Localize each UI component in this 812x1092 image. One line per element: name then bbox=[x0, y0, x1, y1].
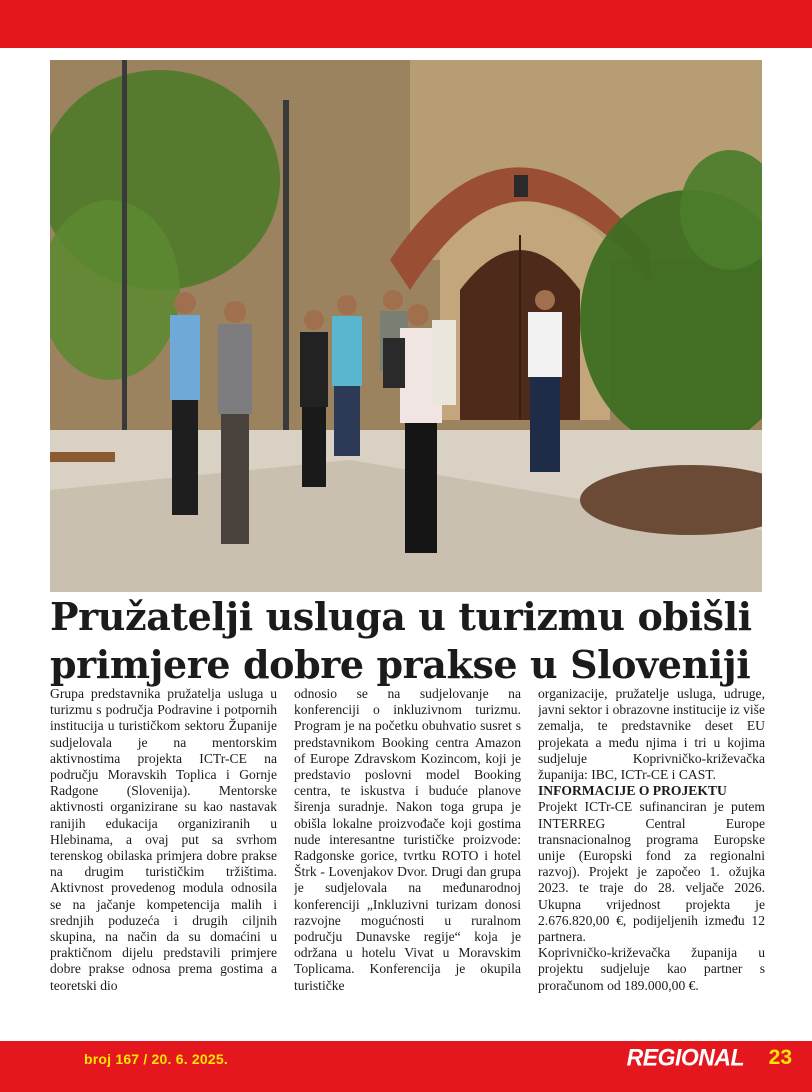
article-paragraph: organizacije, pružatelje usluga, udruge, javni sektor i obrazovne institucije iz više zemalja, te predstavnike deset EU projekata a među njima i tri u kojima sudjeluje Koprivničko-križevačka županija: IBC, ICTr-CE i CAST. bbox=[538, 686, 765, 783]
regional-logo: REGIONAL bbox=[626, 1043, 744, 1071]
page-number: 23 bbox=[768, 1046, 792, 1069]
article-body bbox=[50, 686, 765, 1031]
article-column-1 bbox=[50, 686, 277, 1031]
article-paragraph: Projekt ICTr-CE sufinanciran je putem INTERREG Central Europe transnacionalnog programa Europske unije (Europski fond za regionalni razvoj). Projekt je započeo 1. ožujka 2023. te traje do 28. veljače 2026. Ukupna vrijednost projekta je 2.676.820,00 €, podijeljenih između 12 partnera. bbox=[538, 799, 765, 945]
article-column-2 bbox=[294, 686, 521, 1031]
article-paragraph: odnosio se na sudjelovanje na konferenciji o inkluzivnom turizmu. Program je na početku obuhvatio susret s predstavnikom Booking centra Amazon of Europe Zdravskom Kozincom, koji je predstavio poslovni model Booking centra, te iskustva i buduće planove širenja suradnje. Nakon toga grupa je obišla lokalne proizvođače koji gostima nude interesantne turističke proizvode: Radgonske gorice, tvrtku ROTO i hotel Štrk - Lovenjakov Dvor. Drugi dan grupa je sudjelovala na međunarodnoj konferenciji „Inkluzivni turizam donosi razvojne mogućnosti u ruralnom području Dunavske regije“ koja je održana u hotelu Vivat u Moravskim Toplicama. Konferencija je okupila turističke bbox=[294, 686, 521, 993]
issue-date: broj 167 / 20. 6. 2025. bbox=[84, 1051, 228, 1067]
top-red-band bbox=[0, 0, 812, 48]
project-info-subheading: INFORMACIJE O PROJEKTU bbox=[538, 783, 727, 799]
article-paragraph: Grupa predstavnika pružatelja usluga u turizmu s područja Podravine i potpornih institucija u turističkom sektoru Županije sudjelovala je na mentorskim aktivnostima projekta ICTr-CE na području Moravskih Toplica i Gornje Radgone (Slovenija). Mentorske aktivnosti organizirane su kao nastavak ranijih edukacija organiziranih u Hlebinama, a ovaj put sa svrhom terenskog obilaska primjera dobre prakse na drugim turističkim tržištima. Aktivnost provedenog modula odnosila se na jačanje kompetencija malih i srednjih poduzeća i drugih ciljnih skupina, na način da su domaćini u praktičnom dijelu predstavili primjere dobre prakse odnosa prema gostima a teoretski dio bbox=[50, 686, 277, 993]
article-column-3 bbox=[538, 686, 765, 1031]
article-paragraph: Koprivničko-križevačka županija u projektu sudjeluje kao partner s proračunom od 189.000,00 €. bbox=[538, 945, 765, 993]
article-headline: Pružatelji usluga u turizmu obišli primjere dobre prakse u Sloveniji bbox=[50, 594, 752, 687]
article-photo bbox=[50, 60, 762, 592]
